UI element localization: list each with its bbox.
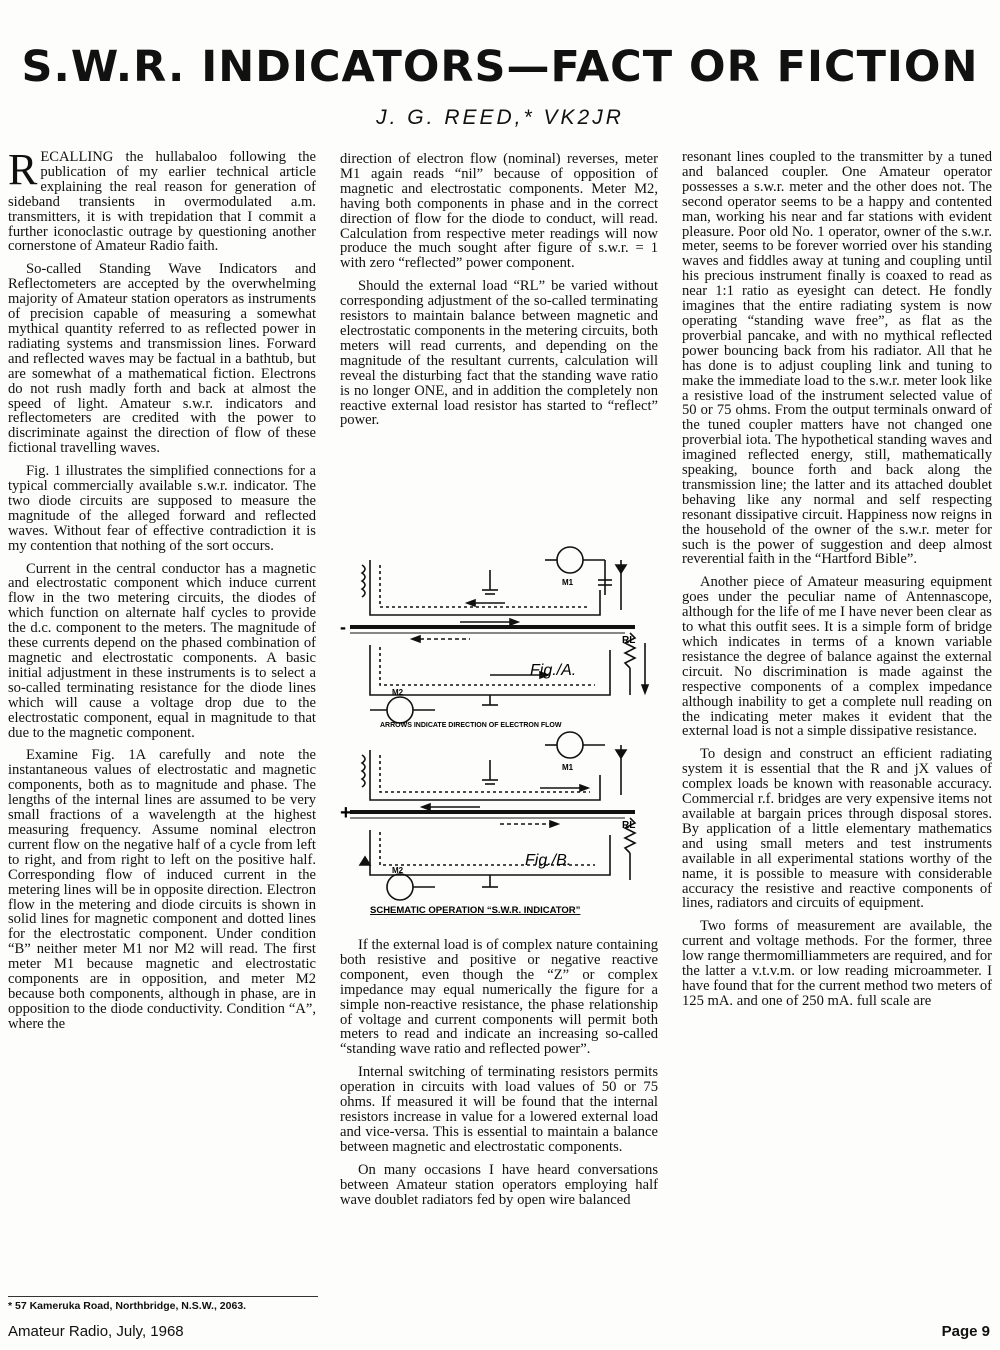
paragraph: Internal switching of terminating resistors permits operation in circuits with load values of 50 or 75 ohms. If measured it will be found that the internal resistors increase in value for a lowered external load and vice-versa. This is essential to maintain a balance between magnetic and electrostatic components. (340, 1064, 658, 1155)
caption-fig-1b: SCHEMATIC OPERATION “S.W.R. INDICATOR” (370, 905, 581, 916)
column-3 (682, 150, 992, 1310)
label-minus: - (340, 617, 346, 637)
paragraph: Examine Fig. 1A carefully and note the instantaneous values of electrostatic and magnetic components, both as to magnitude and phase. The lengths of the internal lines are assumed to be very small fractions of a wavelength at the highest measuring frequency. Assume nominal electron current flow on the negative half of a cycle from left to right, and from right to left on the positive half. Corresponding flow of induced current in the metering lines will be in opposite direction. Electron flow in the metering and diode circuits is shown in solid lines for magnetic component and dotted lines for the electrostatic component. Under condition “B” neither meter M1 nor M2 will read. The first meter M1 because magnetic and electrostatic components are in opposition, and meter M2 because both components, although in phase, are in opposition to the diode conductivity. Condition “A”, where the (8, 747, 316, 1032)
footer-page-number: Page 9 (941, 1323, 990, 1340)
article-title: S.W.R. INDICATORS—FACT OR FICTION (21, 42, 979, 92)
label-m1-a: M1 (562, 578, 574, 587)
paragraph: Another piece of Amateur measuring equipment goes under the peculiar name of Antennascope, although for the life of me I have never been clear as to what this outfit sees. It is a simple form of bridge which indicates in terms of a known variable resistance the degree of balance against the external circuit. No discrimination is made against the respective components of a complex impedance although inability to get a complete null reading on the indicating meter makes it evident that the external load is not a simple dissipative resistance. (682, 574, 992, 740)
paragraph: resonant lines coupled to the transmitter by a tuned and balanced coupler. One Amateur operator possesses a s.w.r. meter and the other does not. The second operator seems to be a happy and contented man, working his near and far stations with evident pleasure. Poor old No. 1 operator, owner of the s.w.r. meter, seems to be forever worried over his standing waves and fiddles away at tuning and coupling until his precious instrument finally is coaxed to read as near 1:1 ratio as eyesight can detect. He fondly imagines that the entire radiating system is now operating “standing wave free”, as flat as the proverbial pancake, and with no mythical reflected power bouncing back from his radiator. All that he has done is to adjust coupling link and tuning to make the immediate load to the s.w.r. meter look like a resistive load of the instrument selected value of 50 or 75 ohms. From the output terminals onward of the tuned coupler matters have not changed one proverbial iota. The hypothetical standing waves and imagined reflected energy, still, mathematically speaking, bounce forth and back along the transmission line; the latter and its attached doublet behaving like any normal and self respecting resonant dissipative circuit. Happiness now reigns in the household of the owner of the s.w.r. meter for such is the power of suggestion and deep almost reverential faith in the “Hartford Bible”. (682, 149, 992, 568)
label-m2-b: M2 (392, 866, 404, 875)
label-rl-b: RL (622, 820, 636, 831)
paragraph: Two forms of measurement are available, the current and voltage methods. For the former, three low range thermomilliammeters are required, and for the latter a v.t.v.m. or low reading microammeter. I have found that for the current method two meters of 125 mA. and one of 250 mA. full scale are (682, 918, 992, 1009)
meter-m1-a (557, 547, 583, 573)
paragraph: Fig. 1 illustrates the simplified connections for a typical commercially available s.w.r. indicator. The two diode circuits are supposed to measure the magnitude of the alleged forward and reflected waves. Without fear of effective contradiction it is my contention that nothing of the sort occurs. (8, 463, 316, 554)
author-byline: J. G. REED,* VK2JR (376, 106, 624, 129)
column-2-top (340, 152, 658, 436)
meter-m2-b (387, 874, 413, 900)
paragraph: Current in the central conductor has a magnetic and electrostatic component which induce current flow in the two metering circuits, the diodes of which function on alternate half cycles to provide the d.c. component to the meters. The magnitude of these currents depend on the phased combination of magnetic and electrostatic components. A basic initial adjustment in these instruments is to select a so-called terminating resistance for the diode lines which will cause a voltage drop due to the electrostatic component, equal in magnitude to that due to the magnetic component. (8, 560, 316, 741)
footer-publication: Amateur Radio, July, 1968 (8, 1323, 184, 1340)
footnote: * 57 Kameruka Road, Northbridge, N.S.W., 2063. (8, 1296, 318, 1312)
label-rl-a: RL (622, 635, 636, 646)
fig-1a-label: Fig./A. (530, 662, 577, 679)
meter-m2-a (387, 697, 413, 723)
meter-m1-b (557, 732, 583, 758)
caption-fig-1a: ARROWS INDICATE DIRECTION OF ELECTRON FLOW (380, 722, 562, 729)
paragraph: Should the external load “RL” be varied without corresponding adjustment of the so-called terminating resistors to maintain balance between magnetic and electrostatic components in the metering circuits, both meters will read currents, and depending on the magnitude of the resultant currents, calculation will reveal the disturbing fact that the standing wave ratio is no longer ONE, and in addition the completely non reactive external load resistor has started to “reflect” power. (340, 278, 658, 429)
schematic-figure (340, 535, 658, 925)
paragraph: direction of electron flow (nominal) reverses, meter M1 again reads “nil” because of opposition of magnetic and electrostatic components. Meter M2, having both components in phase and in the correct direction of flow for the diode to conduct, will read. Calculation from respective meter readings will now produce the much sought after figure of s.w.r. = 1 with zero “reflected” power component. (340, 151, 658, 272)
fig-1b-label: Fig./B. (525, 852, 572, 869)
paragraph: On many occasions I have heard conversations between Amateur station operators employing half wave doublet radiators fed by open wire balanced (340, 1161, 658, 1208)
column-2-bottom (340, 938, 658, 1215)
label-plus: + (340, 802, 352, 824)
paragraph-text: ECALLING the hullabaloo following the publication of my earlier technical article explaining the real reason for generation of sideband transients in overmodulated a.m. transmitters, it is with trepidation that I commit a further iconoclastic outrage by questioning another cornerstone of Amateur Radio faith. (8, 149, 316, 255)
label-m2-a: M2 (392, 688, 404, 697)
column-1 (8, 145, 316, 1300)
paragraph: To design and construct an efficient radiating system it is essential that the R and jX values of complex loads be known with reasonable accuracy. Commercial r.f. bridges are very expensive items not available at bargain prices through disposal stores. By application of a little elementary mathematics and using small meters and test instruments available in all experimental stations worthy of the name, it is possible to measure with considerable accuracy the resistive and reactive components of lines, radiators and circuits of equipment. (682, 746, 992, 912)
paragraph-intro (8, 145, 316, 255)
paragraph: So-called Standing Wave Indicators and Reflectometers are accepted by the overwhelming majority of Amateur station operators as instruments of precision capable of measuring a somewhat mythical quantity referred to as reflected power in radiating systems and transmission lines. Forward and reflected waves may be factual in a bathtub, but are somewhat of a mathematical fiction. Electrons do not rush madly forth and back at almost the speed of light. Amateur s.w.r. indicators and reflectometers are credited with the power to discriminate against the direction of flow of these fictional travelling waves. (8, 261, 316, 457)
label-m1-b: M1 (562, 763, 574, 772)
schematic-diagram (340, 535, 658, 925)
paragraph: If the external load is of complex nature containing both resistive and positive or negative reactive component, even though the “Z” or complex impedance may equal numerically the figure for a simple non-reactive resistance, the phase relationship of voltage and current components will permit both meters to read and indicate an increasing so-called “standing wave ratio and reflected power”. (340, 937, 658, 1058)
drop-cap: R (8, 145, 38, 194)
